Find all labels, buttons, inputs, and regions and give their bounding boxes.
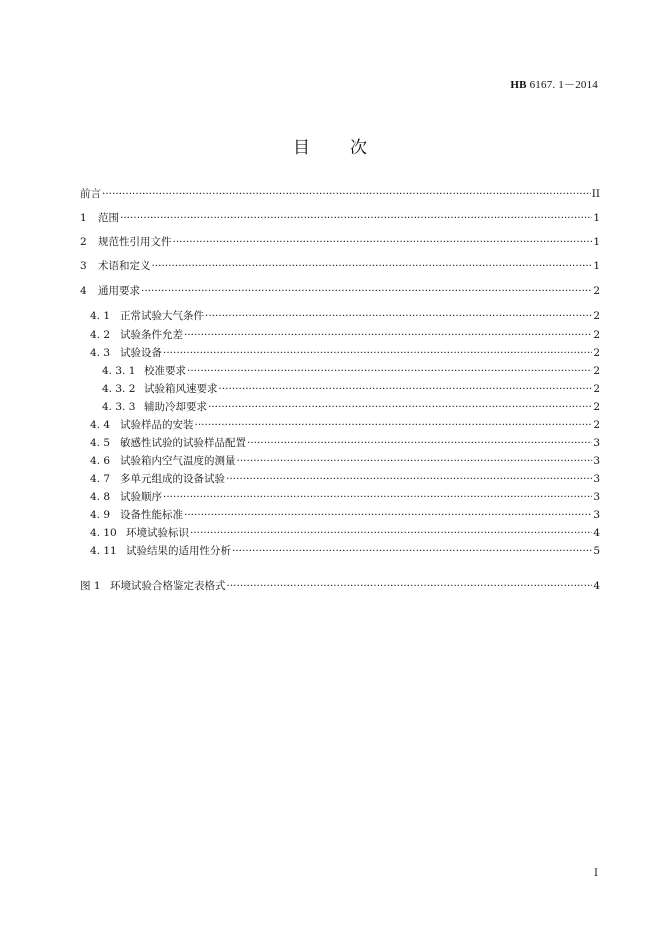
toc-entry-page: 3 bbox=[593, 473, 600, 485]
toc-entry-page: 3 bbox=[593, 491, 600, 503]
toc-entry-number: 4. 8 bbox=[90, 491, 111, 503]
toc-leader-dots bbox=[141, 285, 592, 297]
toc-entry-page: 4 bbox=[593, 580, 600, 592]
toc-entry-4-1[interactable] bbox=[90, 308, 600, 324]
toc-entry-4-11[interactable] bbox=[90, 543, 600, 559]
toc-entry-4-3-3[interactable] bbox=[102, 399, 600, 415]
toc-entry-page: 5 bbox=[593, 545, 600, 557]
toc-entry-title: 辅助冷却要求 bbox=[144, 401, 207, 413]
document-code-number: 6167. 1－2014 bbox=[526, 79, 598, 91]
toc-entry-page: 2 bbox=[593, 285, 600, 297]
toc-leader-dots bbox=[120, 212, 592, 224]
document-code bbox=[510, 76, 598, 92]
toc-entry-title: 试验设备 bbox=[120, 347, 162, 359]
toc-entry-4-7[interactable] bbox=[90, 471, 600, 487]
toc-leader-dots bbox=[237, 455, 593, 467]
toc-entry-page: 1 bbox=[593, 212, 600, 224]
toc-entry-title: 环境试验标识 bbox=[126, 527, 189, 539]
toc-entry-title: 范围 bbox=[98, 212, 119, 224]
toc-entry-4-3[interactable] bbox=[90, 345, 600, 361]
toc-leader-dots bbox=[205, 310, 592, 322]
toc-entry-foreword[interactable] bbox=[80, 186, 600, 202]
toc-entry-number: 4. 10 bbox=[90, 527, 117, 539]
toc-leader-dots bbox=[195, 419, 593, 431]
toc-entry-title: 试验结果的适用性分析 bbox=[126, 545, 231, 557]
toc-entry-number: 4. 2 bbox=[90, 329, 111, 341]
toc-entry-number: 4. 3. 1 bbox=[102, 365, 136, 377]
toc-leader-dots bbox=[163, 491, 592, 503]
toc-entry-number: 4. 11 bbox=[90, 545, 117, 557]
toc-entry-page: 2 bbox=[593, 347, 600, 359]
toc-leader-dots bbox=[227, 580, 593, 592]
toc-entry-number: 4. 4 bbox=[90, 419, 111, 431]
toc-entry-title: 术语和定义 bbox=[98, 260, 151, 272]
toc-leader-dots bbox=[226, 473, 592, 485]
toc-entry-number: 4. 3 bbox=[90, 347, 111, 359]
toc-entry-title: 正常试验大气条件 bbox=[120, 310, 204, 322]
toc-entry-title: 试验顺序 bbox=[120, 491, 162, 503]
toc-entry-number: 4 bbox=[80, 285, 87, 297]
toc-entry-number: 4. 7 bbox=[90, 473, 111, 485]
toc-entry-number: 3 bbox=[80, 260, 87, 272]
toc-entry-number: 图 1 bbox=[80, 580, 101, 592]
toc-entry-4-9[interactable] bbox=[90, 507, 600, 523]
toc-entry-page: 2 bbox=[593, 419, 600, 431]
toc-entry-number: 4. 6 bbox=[90, 455, 111, 467]
toc-leader-dots bbox=[184, 329, 592, 341]
toc-entry-title: 校准要求 bbox=[144, 365, 186, 377]
toc-entry-4[interactable] bbox=[80, 283, 600, 299]
toc-leader-dots bbox=[187, 365, 592, 377]
toc-entry-4-4[interactable] bbox=[90, 417, 600, 433]
toc-entry-number: 4. 9 bbox=[90, 509, 111, 521]
toc-entry-page: 2 bbox=[593, 401, 600, 413]
toc-entry-figure-1[interactable] bbox=[80, 578, 600, 594]
toc-leader-dots bbox=[184, 509, 592, 521]
page-title: 目 次 bbox=[293, 138, 369, 158]
toc-entry-4-6[interactable] bbox=[90, 453, 600, 469]
toc-leader-dots bbox=[219, 383, 593, 395]
toc-entry-page: 1 bbox=[593, 236, 600, 248]
toc-entry-number: 2 bbox=[80, 236, 87, 248]
toc-leader-dots bbox=[190, 527, 592, 539]
toc-entry-page: 2 bbox=[593, 329, 600, 341]
toc-entry-title: 试验箱风速要求 bbox=[144, 383, 218, 395]
toc-entry-1[interactable] bbox=[80, 210, 600, 226]
toc-entry-title: 规范性引用文件 bbox=[98, 236, 172, 248]
toc-entry-number: 1 bbox=[80, 212, 87, 224]
toc-entry-page: 1 bbox=[593, 260, 600, 272]
toc-entry-4-3-2[interactable] bbox=[102, 381, 600, 397]
toc-entry-2[interactable] bbox=[80, 234, 600, 250]
toc-entry-title: 敏感性试验的试验样品配置 bbox=[120, 437, 246, 449]
toc-entry-4-3-1[interactable] bbox=[102, 363, 600, 379]
toc-entry-page: II bbox=[591, 188, 600, 200]
toc-entry-number: 4. 3. 2 bbox=[102, 383, 136, 395]
toc-leader-dots bbox=[163, 347, 592, 359]
toc-entry-page: 3 bbox=[593, 455, 600, 467]
toc-entry-title: 前言 bbox=[80, 188, 101, 200]
toc-entry-number: 4. 3. 3 bbox=[102, 401, 136, 413]
toc-entry-page: 2 bbox=[593, 310, 600, 322]
toc-leader-dots bbox=[173, 236, 593, 248]
toc-entry-title: 试验样品的安装 bbox=[120, 419, 194, 431]
toc-entry-title: 多单元组成的设备试验 bbox=[120, 473, 225, 485]
document-code-prefix: HB bbox=[510, 79, 527, 91]
toc-entry-number: 4. 1 bbox=[90, 310, 111, 322]
toc-entry-title: 环境试验合格鉴定表格式 bbox=[110, 580, 226, 592]
toc-entry-3[interactable] bbox=[80, 258, 600, 274]
toc-entry-page: 4 bbox=[593, 527, 600, 539]
toc-entry-title: 试验箱内空气温度的测量 bbox=[120, 455, 236, 467]
toc-leader-dots bbox=[247, 437, 592, 449]
toc-leader-dots bbox=[152, 260, 593, 272]
toc-entry-page: 3 bbox=[593, 437, 600, 449]
toc-entry-4-10[interactable] bbox=[90, 525, 600, 541]
toc-entry-4-8[interactable] bbox=[90, 489, 600, 505]
toc-entry-page: 2 bbox=[593, 365, 600, 377]
page-number: I bbox=[594, 868, 598, 879]
toc-entry-title: 试验条件允差 bbox=[120, 329, 183, 341]
toc-entry-title: 通用要求 bbox=[98, 285, 140, 297]
toc-leader-dots bbox=[208, 401, 592, 413]
toc-entry-number: 4. 5 bbox=[90, 437, 111, 449]
toc-leader-dots bbox=[232, 545, 592, 557]
toc-entry-4-2[interactable] bbox=[90, 327, 600, 343]
toc-entry-page: 2 bbox=[593, 383, 600, 395]
toc-entry-4-5[interactable] bbox=[90, 435, 600, 451]
toc-entry-page: 3 bbox=[593, 509, 600, 521]
toc-entry-title: 设备性能标准 bbox=[120, 509, 183, 521]
toc-leader-dots bbox=[102, 188, 591, 200]
